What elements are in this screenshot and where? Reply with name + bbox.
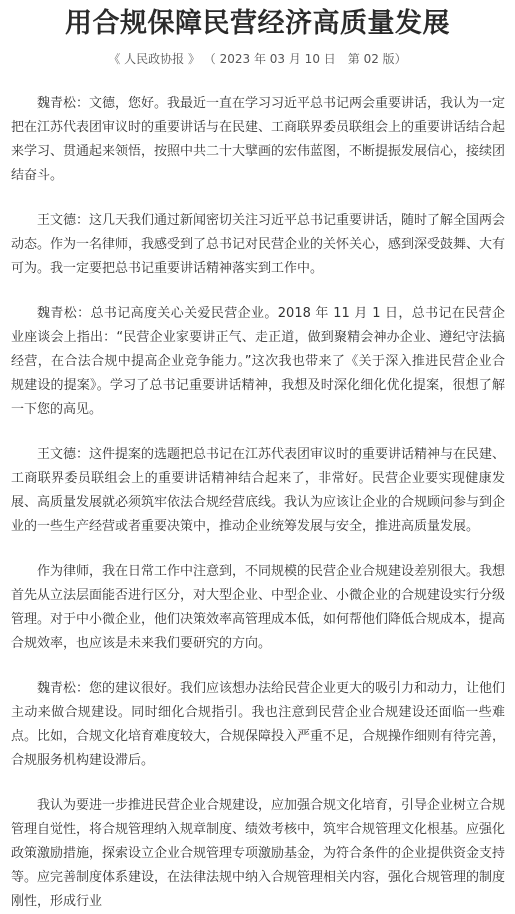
article-paragraph: 魏青松：总书记高度关心关爱民营企业。2018 年 11 月 1 日，总书记在民营企业座谈会上指出：“民营企业家要讲正气、走正道，做到聚精会神办企业、遵纪守法搞经营，在合法合规中提高企业竞争能力。”这次我也带来了《关于深入推进民营企业合规建设的提案》。学习了总书记重要讲话精神，我想及时深化细化优化提案，很想了解一下您的高见。: [11, 306, 505, 417]
article-paragraph: 王文德：这件提案的选题把总书记在江苏代表团审议时的重要讲话精神与在民建、工商联界委员联组会上的重要讲话精神结合起来了，非常好。民营企业要实现健康发展、高质量发展就必须筑牢依法合规经营底线。我认为应该让企业的合规顾问参与到企业的一些生产经营或者重要决策中，推动企业统筹发展与安全，推进高质量发展。: [11, 447, 506, 534]
article-title: 用合规保障民营经济高质量发展: [65, 8, 450, 39]
article-paragraph: 魏青松：您的建议很好。我们应该想办法给民营企业更大的吸引力和动力，让他们主动来做合规建设。同时细化合规指引。我也注意到民营企业合规建设还面临一些难点。比如，合规文化培育难度较大，合规保障投入严重不足，合规操作细则有待完善，合规服务机构建设滞后。: [11, 681, 506, 768]
article-paragraph: 我认为要进一步推进民营企业合规建设，应加强合规文化培育，引导企业树立合规管理自觉性，将合规管理纳入规章制度、绩效考核中，筑牢合规管理文化根基。应强化政策激励措施，探索设立企业合规管理专项激励基金，为符合条件的企业提供资金支持等。应完善制度体系建设，在法律法规中纳入合规管理相关内容，强化合规管理的制度刚性，形成行业: [11, 798, 506, 909]
publication-name: 《 人民政协报 》: [108, 52, 200, 66]
article-body: [0, 92, 515, 914]
publication-date-issue: （ 2023 年 03 月 10 日 第 02 版）: [203, 52, 407, 66]
article-paragraph: 王文德：这几天我们通过新闻密切关注习近平总书记重要讲话，随时了解全国两会动态。作为一名律师，我感受到了总书记对民营企业的关怀关心，感到深受鼓舞、大有可为。我一定要把总书记重要讲话精神落实到工作中。: [11, 213, 506, 276]
article-paragraph: 作为律师，我在日常工作中注意到，不同规模的民营企业合规建设差别很大。我想首先从立法层面能否进行区分，对大型企业、中型企业、小微企业的合规建设实行分级管理。对于中小微企业，他们决策效率高管理成本低，如何帮他们降低合规成本，提高合规效率，也应该是未来我们要研究的方向。: [11, 564, 506, 651]
article-source-line: [0, 50, 515, 68]
article-paragraph: 魏青松：文德，您好。我最近一直在学习习近平总书记两会重要讲话，我认为一定把在江苏代表团审议时的重要讲话与在民建、工商联界委员联组会上的重要讲话结合起来学习、贯通起来领悟，按照中共二十大擘画的宏伟蓝图，不断提振发展信心，接续团结奋斗。: [11, 96, 506, 183]
